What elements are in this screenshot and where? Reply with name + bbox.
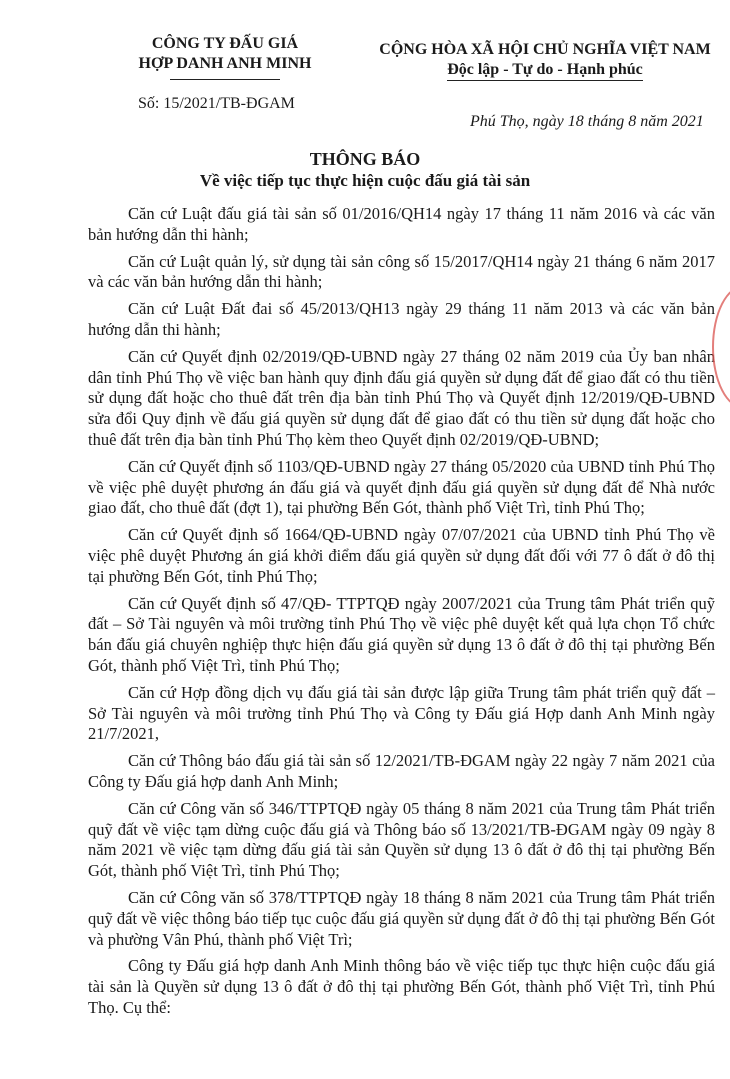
paragraph: Căn cứ Hợp đồng dịch vụ đấu giá tài sản được lập giữa Trung tâm phát triển quỹ đất – Sở Tài nguyên và môi trường tỉnh Phú Thọ và Công ty Đấu giá Hợp danh Anh Minh ngày 21/7/2021, <box>88 682 715 744</box>
organization-name-line1: CÔNG TY ĐẤU GIÁ <box>151 35 299 52</box>
paragraph: Căn cứ Quyết định số 1103/QĐ-UBND ngày 27 tháng 05/2020 của UBND tỉnh Phú Thọ về việc phê duyệt phương án đấu giá và quyết định đấu giá quyền sử dụng đất để Nhà nước giao đất, cho thuê đất (đợt 1), tại phường Bến Gót, thành phố Việt Trì, tỉnh Phú Thọ; <box>88 456 715 518</box>
national-motto: Độc lập - Tự do - Hạnh phúc <box>447 60 643 81</box>
paragraph: Căn cứ Quyết định số 47/QĐ- TTPTQĐ ngày 2007/2021 của Trung tâm Phát triển quỹ đất – Sở Tài nguyên và môi trường tỉnh Phú Thọ về việc phê duyệt kết quả lựa chọn Tổ chức bán đấu giá chuyên nghiệp thực hiện đấu giá quyền sử dụng 13 ô đất ở đô thị tại phường Bến Gót, thành phố Việt Trì, tỉnh Phú Thọ; <box>88 593 715 675</box>
organization-underline <box>170 79 280 80</box>
paragraph: Công ty Đấu giá hợp danh Anh Minh thông báo về việc tiếp tục thực hiện cuộc đấu giá tài sản là Quyền sử dụng 13 ô đất ở đô thị tại phường Bến Gót, thành phố Việt Trì, tỉnh Phú Thọ. Cụ thể: <box>88 956 715 1017</box>
paragraph: Căn cứ Luật đấu giá tài sản số 01/2016/QH14 ngày 17 tháng 11 năm 2016 và các văn bản hướng dẫn thi hành; <box>88 204 715 244</box>
document-date: Phú Thọ, ngày 18 tháng 8 năm 2021 <box>470 113 704 130</box>
national-header <box>360 40 730 81</box>
paragraph: Căn cứ Thông báo đấu giá tài sản số 12/2021/TB-ĐGAM ngày 22 ngày 7 năm 2021 của Công ty Đấu giá hợp danh Anh Minh; <box>88 751 715 791</box>
organization-header <box>100 34 350 80</box>
paragraph: Căn cứ Công văn số 378/TTPTQĐ ngày 18 tháng 8 năm 2021 của Trung tâm Phát triển quỹ đất về việc thông báo tiếp tục cuộc đấu giá quyền sử dụng đất ở đô thị tại phường Bến Gót và phường Vân Phú, thành phố Việt Trì; <box>88 887 715 949</box>
document-number: Số: 15/2021/TB-ĐGAM <box>138 95 295 112</box>
paragraph: Căn cứ Quyết định số 1664/QĐ-UBND ngày 07/07/2021 của UBND tỉnh Phú Thọ về việc phê duyệt Phương án giá khởi điểm đấu giá quyền sử dụng đất đối với 77 ô đất ở đô thị tại phường Bến Gót, tỉnh Phú Thọ; <box>88 525 715 586</box>
organization-name-line2: HỢP DANH ANH MINH <box>138 55 312 72</box>
document-subtitle: Về việc tiếp tục thực hiện cuộc đấu giá tài sản <box>199 171 531 190</box>
country-name: CỘNG HÒA XÃ HỘI CHỦ NGHĨA VIỆT NAM <box>379 41 711 58</box>
paragraph: Căn cứ Luật Đất đai số 45/2013/QH13 ngày 29 tháng 11 năm 2013 và các văn bản hướng dẫn thi hành; <box>88 299 715 339</box>
paragraph: Căn cứ Luật quản lý, sử dụng tài sản công số 15/2017/QH14 ngày 21 tháng 6 năm 2017 và các văn bản hướng dẫn thi hành; <box>88 251 715 292</box>
paragraph: Căn cứ Quyết định 02/2019/QĐ-UBND ngày 27 tháng 02 năm 2019 của Ủy ban nhân dân tỉnh Phú Thọ về việc ban hành quy định đấu giá quyền sử dụng đất để giao đất có thu tiền sử dụng đất hoặc cho thuê đất trên địa bàn tỉnh Phú Thọ và Quyết định 12/2019/QĐ-UBND sửa đổi Quy định về đấu giá quyền sử dụng đất để giao đất có thu tiền sử dụng đất hoặc cho thuê đất trên địa bàn tỉnh Phú Thọ kèm theo Quyết định 02/2019/QĐ-UBND; <box>88 346 715 449</box>
document-body <box>88 204 715 1025</box>
document-title: THÔNG BÁO <box>309 149 421 169</box>
paragraph: Căn cứ Công văn số 346/TTPTQĐ ngày 05 tháng 8 năm 2021 của Trung tâm Phát triển quỹ đất về việc tạm dừng cuộc đấu giá và Thông báo số 13/2021/TB-ĐGAM ngày 09 ngày 8 năm 2021 về việc tạm dừng đấu giá tài sản Quyền sử dụng 13 ô đất ở đô thị tại phường Bến Gót, thành phố Việt Trì, tỉnh Phú Thọ; <box>88 798 715 881</box>
